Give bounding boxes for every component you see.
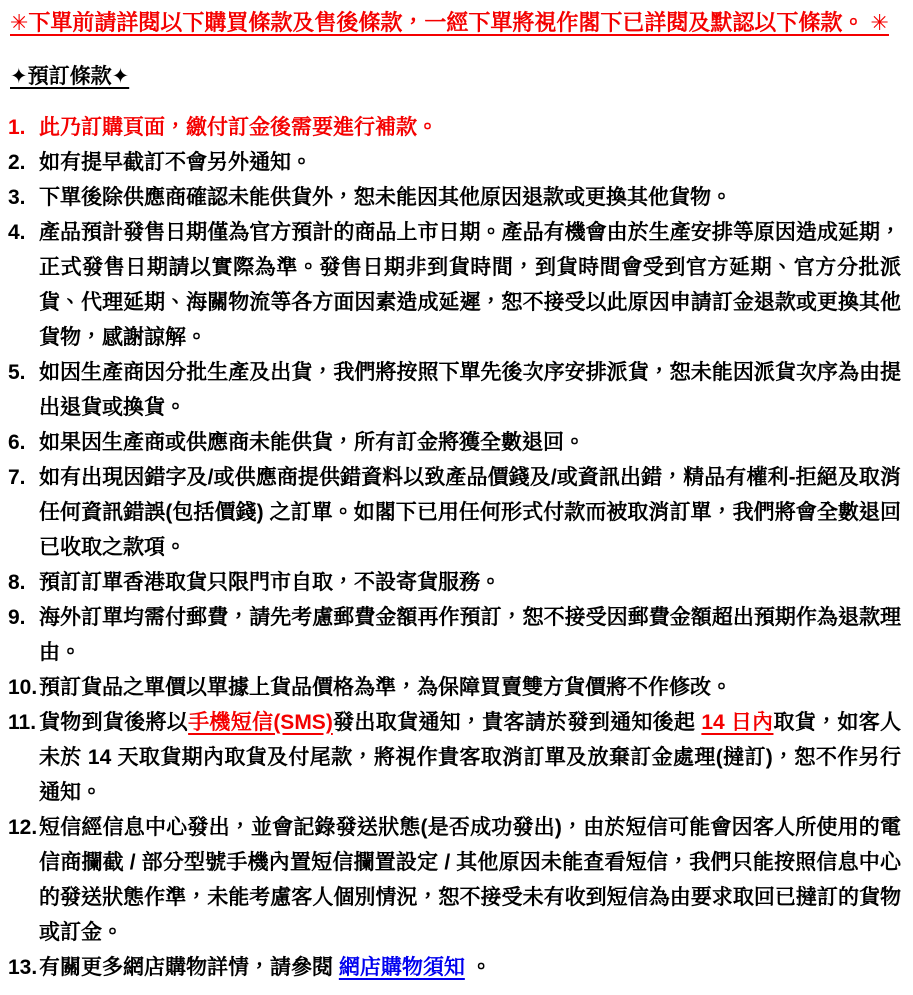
term-text-segment: 手機短信(SMS) bbox=[188, 710, 333, 734]
term-text-segment: 短信經信息中心發出，並會記錄發送狀態(是否成功發出)，由於短信可能會因客人所使用的電信商攔截 / 部分型號手機內置短信攔置設定 / 其他原因未能查看短信，我們只能按照信息中心的發送狀態作準，未能考慮客人個別情況，恕不接受未有收到短信為由要求取回已撻訂的貨物或訂金。 bbox=[39, 815, 901, 944]
term-text bbox=[39, 600, 901, 670]
term-text-segment: 如有出現因錯字及/或供應商提供錯資料以致產品價錢及/或資訊出錯，精品有權利-拒絕及取消任何資訊錯誤(包括價錢) 之訂單。如閣下已用任何形式付款而被取消訂單，我們將會全數退回已收取之款項。 bbox=[39, 465, 901, 559]
term-text bbox=[39, 215, 901, 355]
purchase-notice-banner: ✳下單前請詳閱以下購買條款及售後條款，一經下單將視作閣下已詳閱及默認以下條款。 ✳ bbox=[10, 10, 889, 35]
term-text-segment: 下單後除供應商確認未能供貨外，恕未能因其他原因退款或更換其他貨物。 bbox=[39, 185, 732, 209]
term-item-8 bbox=[8, 565, 901, 600]
term-number: 1. bbox=[8, 115, 26, 139]
term-item-2 bbox=[8, 145, 901, 180]
term-number: 3. bbox=[8, 185, 26, 209]
term-item-13 bbox=[8, 950, 901, 985]
term-text bbox=[39, 460, 901, 565]
term-text bbox=[39, 670, 901, 705]
term-number: 12. bbox=[8, 815, 38, 839]
term-text-segment: 有關更多網店購物詳情，請參閱 bbox=[39, 955, 339, 979]
term-number: 10. bbox=[8, 675, 38, 699]
section-title-wrap bbox=[10, 60, 901, 90]
term-text bbox=[39, 180, 901, 215]
term-text-segment: 發出取貨通知，貴客請於發到通知後起 bbox=[332, 710, 702, 734]
term-text bbox=[39, 425, 901, 460]
term-text-segment: 海外訂單均需付郵費，請先考慮郵費金額再作預訂，恕不接受因郵費金額超出預期作為退款理由。 bbox=[39, 605, 901, 664]
term-text bbox=[39, 110, 901, 145]
term-number: 8. bbox=[8, 570, 26, 594]
term-number: 9. bbox=[8, 605, 26, 629]
term-item-9 bbox=[8, 600, 901, 670]
term-text-segment: 14 日內 bbox=[701, 710, 774, 734]
term-text-segment: 預訂訂單香港取貨只限門市自取，不設寄貨服務。 bbox=[39, 570, 501, 594]
term-item-5 bbox=[8, 355, 901, 425]
term-text-segment: 取貨，如客人未於 14 天取貨期內取貨及付尾款，將視作貴客取消訂單及放棄訂金處理(撻訂)，恕不作另行通知。 bbox=[39, 710, 901, 804]
term-item-3 bbox=[8, 180, 901, 215]
term-number: 6. bbox=[8, 430, 26, 454]
term-text bbox=[39, 705, 901, 810]
term-text-segment: 如果因生產商或供應商未能供貨，所有訂金將獲全數退回。 bbox=[39, 430, 585, 454]
term-number: 2. bbox=[8, 150, 26, 174]
online-store-shopping-notice-link[interactable]: 網店購物須知 bbox=[338, 955, 465, 979]
term-number: 4. bbox=[8, 220, 26, 244]
term-text bbox=[39, 565, 901, 600]
term-text bbox=[39, 950, 901, 985]
term-item-7 bbox=[8, 460, 901, 565]
term-number: 13. bbox=[8, 955, 38, 979]
term-text-segment: 。 bbox=[464, 955, 492, 979]
term-text-segment: 如有提早截訂不會另外通知。 bbox=[39, 150, 312, 174]
term-number: 7. bbox=[8, 465, 26, 489]
term-item-11 bbox=[8, 705, 901, 810]
term-item-4 bbox=[8, 215, 901, 355]
term-text-segment: 預訂貨品之單價以單據上貨品價格為準，為保障買賣雙方貨價將不作修改。 bbox=[39, 675, 732, 699]
term-text-segment: 如因生產商因分批生產及出貨，我們將按照下單先後次序安排派貨，恕未能因派貨次序為由提出退貨或換貨。 bbox=[39, 360, 901, 419]
term-text-segment: 此乃訂購頁面，繳付訂金後需要進行補款。 bbox=[39, 115, 438, 139]
term-number: 5. bbox=[8, 360, 26, 384]
section-title-preorder-terms: ✦預訂條款✦ bbox=[10, 64, 130, 88]
term-number: 11. bbox=[8, 710, 37, 734]
term-text bbox=[39, 810, 901, 950]
term-item-6 bbox=[8, 425, 901, 460]
term-text bbox=[39, 145, 901, 180]
term-text bbox=[39, 355, 901, 425]
term-item-12 bbox=[8, 810, 901, 950]
term-text-segment: 貨物到貨後將以 bbox=[39, 710, 189, 734]
term-item-1 bbox=[8, 110, 901, 145]
terms-list bbox=[8, 110, 901, 985]
term-item-10 bbox=[8, 670, 901, 705]
term-text-segment: 產品預計發售日期僅為官方預計的商品上市日期。產品有機會由於生產安排等原因造成延期，正式發售日期請以實際為準。發售日期非到貨時間，到貨時間會受到官方延期、官方分批派貨、代理延期、海關物流等各方面因素造成延遲，恕不接受以此原因申請訂金退款或更換其他貨物，感謝諒解。 bbox=[39, 220, 901, 349]
